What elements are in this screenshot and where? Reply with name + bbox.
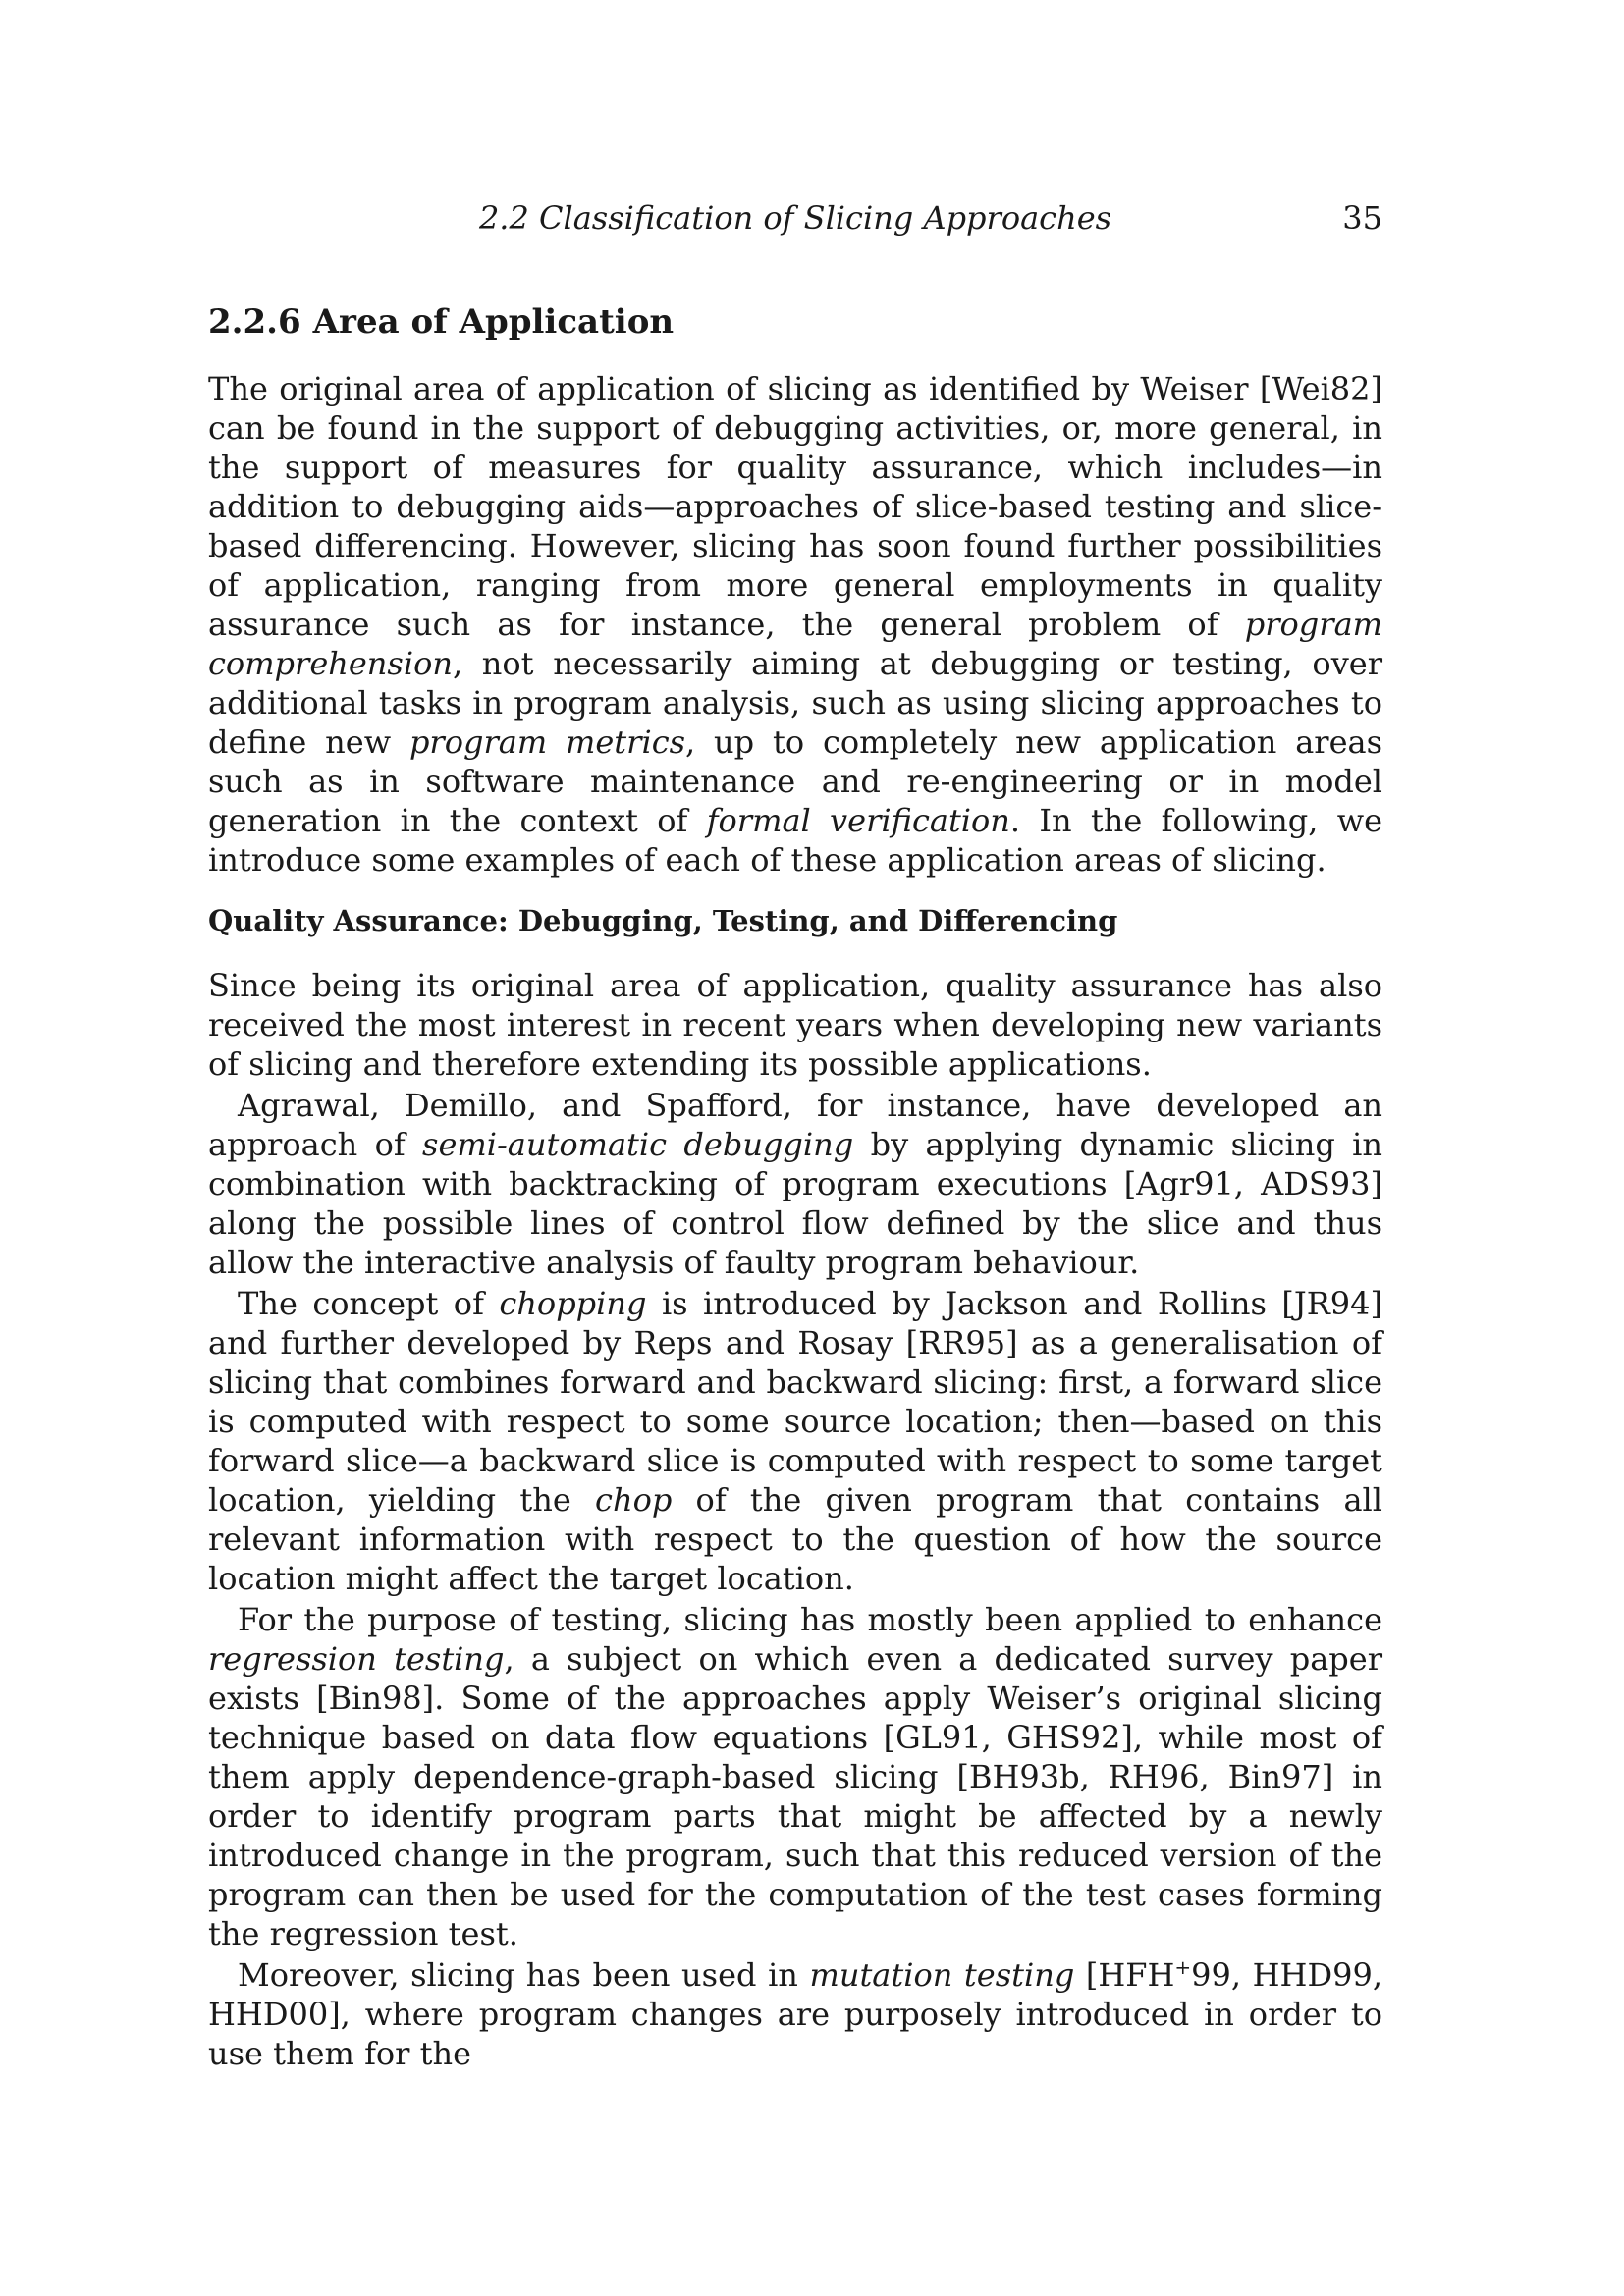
emphasis-program-comprehension: program comprehension xyxy=(208,606,1382,682)
superscript: + xyxy=(1174,1955,1192,1979)
text-run: , a subject on which even a dedicated survey paper exists [Bin98]. Some of the approaches apply Weiser’s original slicing technique based on data flow equations [GL91, GHS92], while most of them apply dependence-graph-based slicing [BH93b, RH96, Bin97] in order to identify program parts that might be affected by a newly introduced change in the program, such that this reduced version of the program can then be used for the computation of the test cases forming the regression test. xyxy=(208,1640,1382,1952)
text-run: 99, HHD99, HHD00], where program changes are purposely introduced in order to use them for the xyxy=(208,1956,1382,2072)
emphasis-chop: chop xyxy=(595,1481,673,1519)
section-heading xyxy=(208,300,674,344)
emphasis-program-metrics: program metrics xyxy=(408,723,686,761)
text-run: , not necessarily aiming at debugging or testing, over additional tasks in program analysis, such as using slicing approaches to define new xyxy=(208,645,1382,761)
intro-paragraph xyxy=(208,369,1382,880)
paragraph-2 xyxy=(208,1086,1382,1282)
text-run: The concept of xyxy=(238,1285,500,1322)
paragraph-5 xyxy=(208,1955,1382,2073)
text-run: For the purpose of testing, slicing has mostly been applied to enhance xyxy=(238,1601,1382,1638)
quality-assurance-block xyxy=(208,966,1382,2073)
text-run: , up to completely new application areas such as in software maintenance and re-engineering or in model generation in the context of xyxy=(208,723,1383,839)
emphasis-regression-testing: regression testing xyxy=(208,1640,505,1678)
running-head xyxy=(208,196,1382,240)
page-number: 35 xyxy=(1342,199,1382,237)
text-run: [HFH xyxy=(1074,1956,1175,1994)
text-run: . In the following, we introduce some examples of each of these application areas of slicing. xyxy=(208,802,1383,879)
text-run: of the given program that contains all relevant information with respect to the question of how the source location might affect the target location. xyxy=(208,1481,1383,1597)
paragraph-1 xyxy=(208,966,1382,1084)
subsection-heading: Quality Assurance: Debugging, Testing, and Differencing xyxy=(208,904,1118,937)
emphasis-mutation-testing: mutation testing xyxy=(809,1956,1075,1994)
section-number: 2.2.6 xyxy=(208,302,301,342)
text-run: Agrawal, Demillo, and Spafford, for instance, have developed an approach of xyxy=(208,1087,1382,1163)
text-run: Moreover, slicing has been used in xyxy=(238,1956,810,1994)
emphasis-chopping: chopping xyxy=(499,1285,647,1322)
emphasis-formal-verification: formal verification xyxy=(706,802,1010,839)
section-title: Area of Application xyxy=(312,302,675,342)
text-run: The original area of application of slicing as identified by Weiser [Wei82] can be found in the support of debugging activities, or, more general, in the support of measures for quality assurance, which includes—in addition to debugging aids—approaches of slice-based testing and slice-based differencing. However, slicing has soon found further possibilities of application, ranging from more general employments in quality assurance such as for instance, the general problem of xyxy=(208,370,1382,643)
text-run: is introduced by Jackson and Rollins [JR94] and further developed by Reps and Rosay [RR95] as a generalisation of slicing that combines forward and backward slicing: first, a forward slice is computed with respect to some source location; then—based on this forward slice—a backward slice is computed with respect to some target location, yielding the xyxy=(208,1285,1383,1519)
paragraph-3 xyxy=(208,1284,1382,1598)
intro-block xyxy=(208,369,1382,880)
text-run: Since being its original area of application, quality assurance has also received the most interest in recent years when developing new variants of slicing and therefore extending its possible applications. xyxy=(208,967,1382,1083)
emphasis-semi-automatic-debugging: semi-automatic debugging xyxy=(422,1126,854,1163)
running-head-title: 2.2 Classification of Slicing Approaches xyxy=(478,199,1112,237)
paragraph-4 xyxy=(208,1600,1382,1953)
text-run: by applying dynamic slicing in combination with backtracking of program executions [Agr91, ADS93] along the possible lines of control flow defined by the slice and thus allow the interactive analysis of faulty program behaviour. xyxy=(208,1126,1382,1281)
